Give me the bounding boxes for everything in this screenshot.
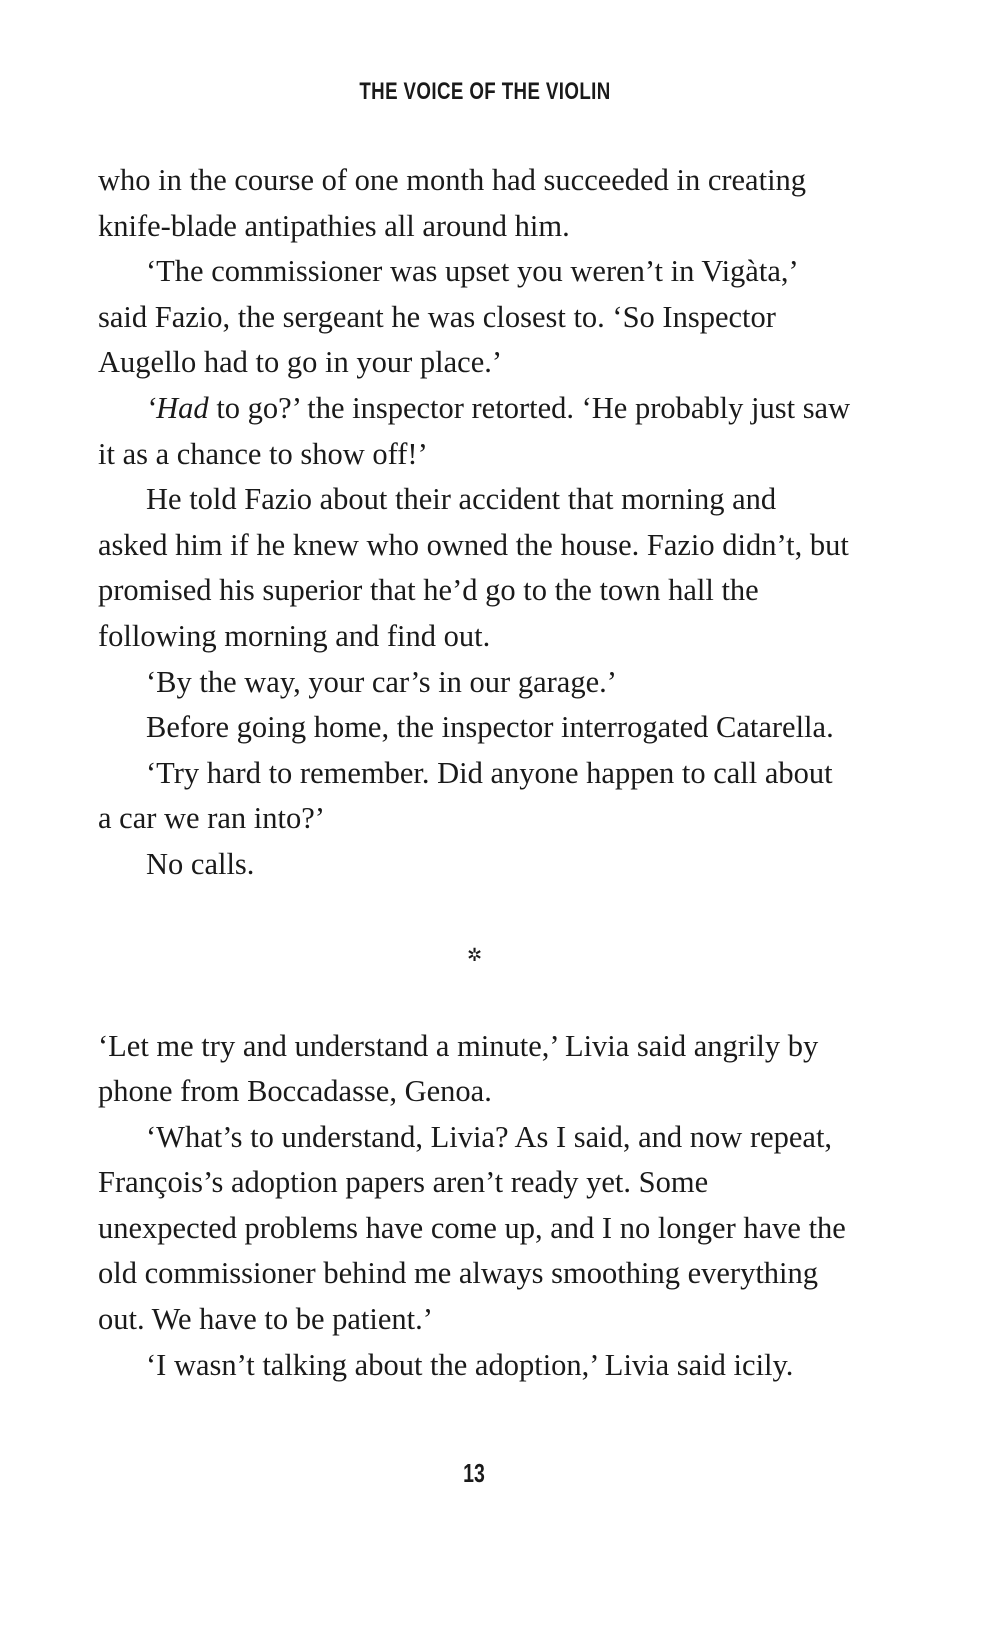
paragraph: ‘I wasn’t talking about the adoption,’ Livia said icily. — [146, 1347, 794, 1382]
body-text — [98, 158, 851, 1388]
paragraph: ‘The commissioner was upset you weren’t in Vigàta,’ said Fazio, the sergeant he was closest to. ‘So Inspector Augello had to go in your place.’ — [98, 254, 797, 380]
paragraph: ‘By the way, your car’s in our garage.’ — [146, 664, 617, 699]
paragraph: ‘Let me try and understand a minute,’ Livia said angrily by phone from Boccadasse, Genoa. — [98, 1028, 819, 1109]
section-break-ornament: ✲ — [466, 944, 483, 966]
paragraph: ‘Try hard to remember. Did anyone happen to call about a car we ran into?’ — [98, 755, 833, 836]
paragraph — [98, 386, 851, 477]
running-head: THE VOICE OF THE VIOLIN — [359, 78, 611, 105]
paragraph-text: to go?’ the inspector retorted. ‘He probably just saw it as a chance to show off!’ — [98, 390, 851, 471]
italic-word: ‘Had — [146, 390, 209, 425]
paragraph: ‘What’s to understand, Livia? As I said, and now repeat, François’s adoption papers aren’t ready yet. Some unexpected problems have come up, and I no longer have the old commissioner behind me always smoothing everything out. We have to be patient.’ — [98, 1119, 846, 1337]
paragraph: He told Fazio about their accident that morning and asked him if he knew who owned the house. Fazio didn’t, but promised his superior that he’d go to the town hall the following morning and find out. — [98, 482, 849, 653]
page-number: 13 — [463, 1458, 485, 1488]
paragraph: No calls. — [146, 846, 255, 881]
paragraph: who in the course of one month had succeeded in creating knife-blade antipathies all around him. — [98, 163, 807, 243]
paragraph: Before going home, the inspector interrogated Catarella. — [146, 710, 834, 745]
